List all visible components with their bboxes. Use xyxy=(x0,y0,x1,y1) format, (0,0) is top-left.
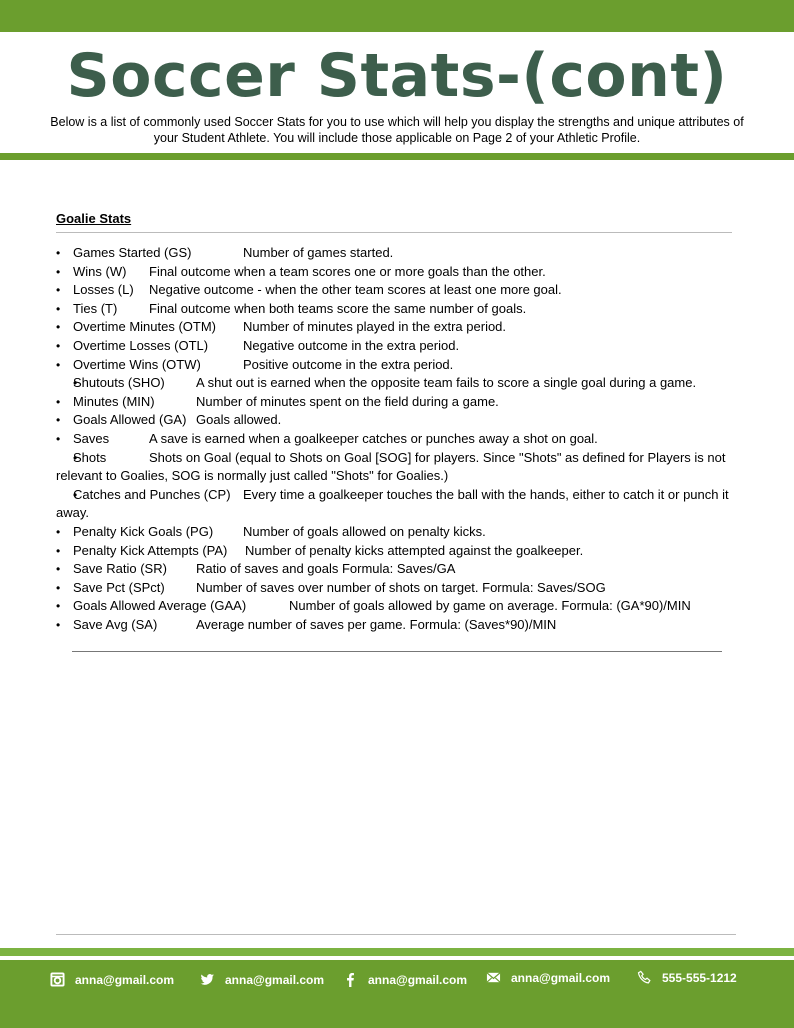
stat-item-l xyxy=(56,281,736,300)
stat-item-pa xyxy=(56,542,736,561)
section-divider xyxy=(56,232,732,233)
contact-facebook-text: anna@gmail.com xyxy=(368,972,468,987)
stat-item-spct xyxy=(56,579,736,598)
stat-desc: Every time a goalkeeper touches the ball with the hands, either to catch it or punch it away. xyxy=(56,486,729,521)
stat-desc: A shut out is earned when the opposite team fails to score a single goal during a game. xyxy=(196,375,697,391)
stat-name: Overtime Losses (OTL) xyxy=(73,337,209,353)
stat-name: Goals Allowed (GA) xyxy=(73,412,187,428)
stat-name: Catches and Punches (CP) xyxy=(73,486,231,502)
stat-desc: Ratio of saves and goals Formula: Saves/GA xyxy=(196,561,456,577)
stat-item-min xyxy=(56,393,736,412)
stat-item-ga xyxy=(56,411,736,430)
contact-facebook[interactable] xyxy=(343,972,467,987)
stat-item-sa xyxy=(56,616,736,635)
contact-email-text: anna@gmail.com xyxy=(511,970,611,985)
stat-desc: Shots on Goal (equal to Shots on Goal [SOG] for players. Since "Shots" as defined for Players is not relevant to Goalies, SOG is normally just called "Shots" for Goalies.) xyxy=(56,449,726,484)
stat-item-w xyxy=(56,263,736,282)
stat-desc: Final outcome when both teams score the same number of goals. xyxy=(149,300,527,316)
stat-desc: Negative outcome in the extra period. xyxy=(243,337,460,353)
stat-name: Penalty Kick Attempts (PA) xyxy=(73,542,228,558)
contact-email[interactable] xyxy=(486,970,610,985)
stat-name: Wins (W) xyxy=(73,263,127,279)
phone-icon xyxy=(637,970,652,985)
stat-item-cp xyxy=(56,486,736,523)
facebook-icon xyxy=(343,972,358,987)
stat-desc: Final outcome when a team scores one or more goals than the other. xyxy=(149,263,546,279)
top-accent-bar xyxy=(0,0,794,32)
stat-desc: Positive outcome in the extra period. xyxy=(243,356,454,372)
stat-name: Overtime Wins (OTW) xyxy=(73,356,201,372)
stat-name: Penalty Kick Goals (PG) xyxy=(73,523,214,539)
contact-twitter-text: anna@gmail.com xyxy=(225,972,325,987)
stat-item-pg xyxy=(56,523,736,542)
stat-name: Shots xyxy=(73,449,107,465)
stat-item-saves xyxy=(56,430,736,449)
contact-phone[interactable] xyxy=(637,970,737,985)
stat-item-shots xyxy=(56,449,736,486)
footer xyxy=(0,960,794,1028)
twitter-icon xyxy=(200,972,215,987)
page-subtitle: Below is a list of commonly used Soccer Stats for you to use which will help you display the strengths and unique attributes of your Student Athlete. You will include those applicable on Page 2 of your Athletic Profile. xyxy=(50,115,744,145)
stat-item-gs xyxy=(56,244,736,263)
stat-desc: Number of goals allowed by game on average. Formula: (GA*90)/MIN xyxy=(289,598,691,614)
stat-name: Save Pct (SPct) xyxy=(73,579,165,595)
contact-instagram[interactable] xyxy=(50,972,174,987)
stat-name: Minutes (MIN) xyxy=(73,393,155,409)
stat-item-sr xyxy=(56,560,736,579)
stat-name: Losses (L) xyxy=(73,282,134,298)
stat-item-t xyxy=(56,300,736,319)
stat-desc: Number of goals allowed on penalty kicks. xyxy=(243,523,486,539)
stat-item-otl xyxy=(56,337,736,356)
stat-item-gaa xyxy=(56,597,736,616)
footer-accent-band xyxy=(0,948,794,956)
stat-item-sho xyxy=(56,374,736,393)
goalie-stats-list xyxy=(56,244,736,634)
stat-name: Save Ratio (SR) xyxy=(73,561,167,577)
stat-desc: A save is earned when a goalkeeper catches or punches away a shot on goal. xyxy=(149,430,598,446)
contact-twitter[interactable] xyxy=(200,972,324,987)
envelope-icon xyxy=(486,970,501,985)
stat-name: Save Avg (SA) xyxy=(73,616,158,632)
stat-name: Shutouts (SHO) xyxy=(73,375,165,391)
stat-desc: Number of minutes played in the extra period. xyxy=(243,319,507,335)
stat-desc: Goals allowed. xyxy=(196,412,282,428)
page-title: Soccer Stats-(cont) xyxy=(66,41,728,111)
footer-divider xyxy=(56,934,736,935)
stat-desc: Number of saves over number of shots on target. Formula: Saves/SOG xyxy=(196,579,606,595)
stat-name: Saves xyxy=(73,430,110,446)
stat-desc: Negative outcome - when the other team scores at least one more goal. xyxy=(149,282,562,298)
contact-phone-text: 555-555-1212 xyxy=(662,970,737,985)
stat-item-otm xyxy=(56,318,736,337)
stat-desc: Number of penalty kicks attempted against the goalkeeper. xyxy=(245,542,584,558)
stat-name: Goals Allowed Average (GAA) xyxy=(73,598,247,614)
list-end-divider xyxy=(72,651,722,652)
stat-desc: Number of games started. xyxy=(243,245,394,260)
section-title: Goalie Stats xyxy=(56,211,132,226)
contact-instagram-text: anna@gmail.com xyxy=(75,972,175,987)
stat-desc: Number of minutes spent on the field during a game. xyxy=(196,393,499,409)
stat-item-otw xyxy=(56,356,736,375)
instagram-icon xyxy=(50,972,65,987)
stat-desc: Average number of saves per game. Formula: (Saves*90)/MIN xyxy=(196,616,557,632)
header-divider xyxy=(0,153,794,160)
stat-name: Games Started (GS) xyxy=(73,245,192,260)
stat-name: Overtime Minutes (OTM) xyxy=(73,319,217,335)
stat-name: Ties (T) xyxy=(73,300,118,316)
